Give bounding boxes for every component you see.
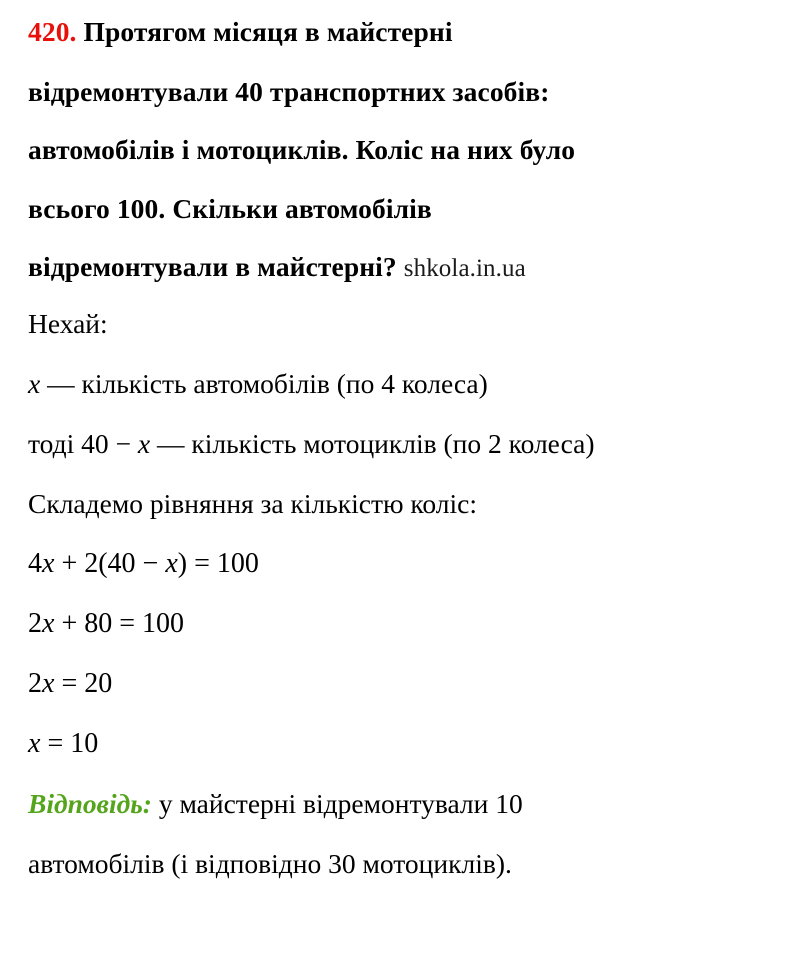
equation-segment: + 80 = 100	[54, 608, 185, 639]
variable-x: x	[137, 428, 151, 459]
variable-x: x	[42, 608, 55, 639]
statement-line-1	[28, 18, 792, 46]
answer-text-1: у майстерні відремонтували 10	[158, 788, 523, 819]
answer-line-2: автомобілів (і відповідно 30 мотоциклів).	[28, 848, 512, 879]
statement-line-5	[28, 253, 792, 281]
solution-setup: Складемо рівняння за кількістю коліс:	[28, 488, 477, 519]
statement-line-2: відремонтували 40 транспортних засобів:	[28, 76, 550, 107]
variable-x: x	[28, 728, 41, 759]
equation-segment: ) = 100	[177, 548, 259, 579]
problem-number: 420.	[28, 16, 77, 47]
equation-segment: = 10	[40, 728, 99, 759]
equation-row-2	[28, 610, 792, 638]
equation-segment: + 2(40 −	[54, 548, 166, 579]
equation-row-4	[28, 730, 792, 758]
variable-x: x	[42, 548, 55, 579]
solution-define-y-text: — кількість мотоциклів (по 2 колеса)	[156, 428, 595, 459]
variable-x: x	[28, 368, 41, 399]
equation-coefficient: 2	[28, 608, 42, 639]
statement-text-5: відремонтували в майстерні?	[28, 251, 397, 282]
statement-line-3: автомобілів і мотоциклів. Коліс на них було	[28, 134, 576, 165]
equation-coefficient: 2	[28, 668, 42, 699]
variable-x: x	[42, 668, 55, 699]
statement-text-1: Протягом місяця в майстерні	[83, 16, 453, 47]
answer-label: Відповідь:	[28, 788, 152, 819]
solution-define-x	[28, 370, 792, 398]
solution-define-motorcycles	[28, 430, 792, 458]
solution-define-y-prefix: тоді 40 −	[28, 428, 132, 459]
variable-x: x	[165, 548, 178, 579]
statement-line-4: всього 100. Скільки автомобілів	[28, 193, 432, 224]
answer-line-1	[28, 790, 792, 818]
watermark-text: shkola.in.ua	[403, 255, 526, 282]
equation-segment: = 20	[54, 668, 113, 699]
equation-coefficient: 4	[28, 548, 42, 579]
solution-intro: Нехай:	[28, 308, 108, 339]
solution-define-x-text: — кількість автомобілів (по 4 колеса)	[47, 368, 488, 399]
equation-row-3	[28, 670, 792, 698]
equation-row-1	[28, 550, 792, 578]
